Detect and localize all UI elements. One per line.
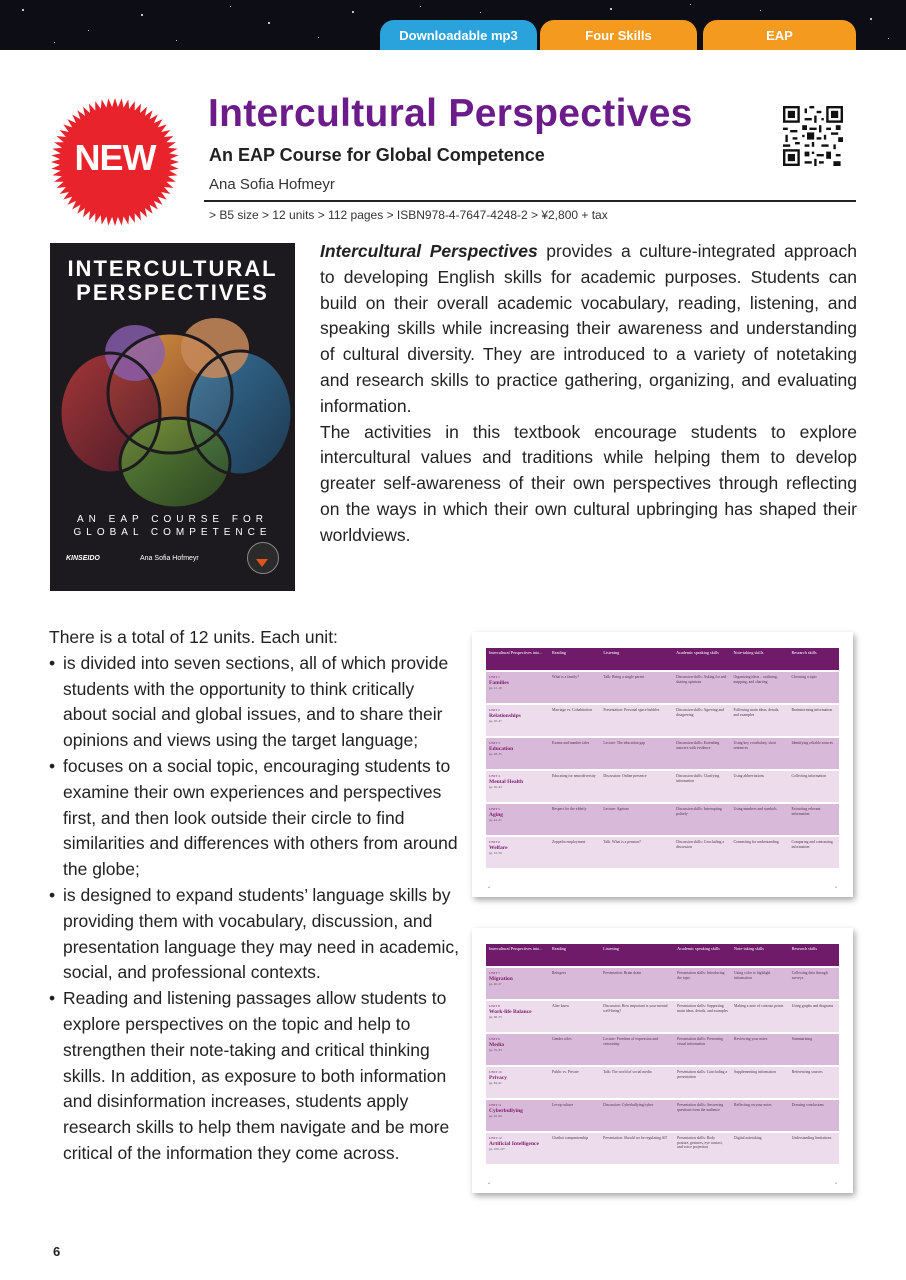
unit-num: UNIT 4 bbox=[489, 774, 500, 778]
unit-num: UNIT 6 bbox=[489, 840, 500, 844]
cell-notetaking: Organizing ideas – outlining, mapping, and charting bbox=[730, 672, 788, 703]
unit-name: Aging bbox=[489, 811, 504, 818]
unit-cell bbox=[486, 1067, 549, 1098]
table-header-cell: Listening bbox=[600, 944, 674, 966]
list-item: • focuses on a social topic, encouraging students to examine their own experiences and perspectives first, and then look outside their circle to find similarities and differences with others from around the globe; bbox=[49, 754, 459, 883]
thumbnail-footer-right: ▸ bbox=[835, 885, 837, 889]
cell-reading: Levop culture bbox=[549, 1100, 600, 1131]
cell-speaking: Discussion skills: Concluding a discussion bbox=[673, 837, 730, 868]
unit-cell bbox=[486, 738, 549, 769]
unit-cell bbox=[486, 1100, 549, 1131]
unit-num: UNIT 1 bbox=[489, 675, 500, 679]
unit-pages: pp. 20–27 bbox=[489, 718, 502, 723]
cell-research: Using graphs and diagrams bbox=[789, 1001, 839, 1032]
cell-research: Comparing and contrasting information bbox=[788, 837, 839, 868]
cell-listening: Lecture: Freedom of expression and censorship bbox=[600, 1034, 674, 1065]
tab-four-skills[interactable]: Four Skills bbox=[540, 20, 697, 50]
cell-speaking: Presentation skills: Body posture, gestures, eye contact, and voice projection bbox=[674, 1133, 731, 1164]
cell-notetaking: Making a note of contrast points bbox=[731, 1001, 789, 1032]
cell-notetaking: Using numbers and symbols bbox=[730, 804, 788, 835]
table-header-cell: Academic speaking skills bbox=[674, 944, 731, 966]
contents-table-1 bbox=[486, 646, 839, 870]
table-row bbox=[486, 1067, 839, 1098]
book-specs: > B5 size > 12 units > 112 pages > ISBN978-4-7647-4248-2 > ¥2,800 + tax bbox=[209, 208, 608, 222]
cover-title-line-1: INTERCULTURAL bbox=[67, 256, 278, 281]
cell-listening: Discussion: How important is your mental well-being? bbox=[600, 1001, 674, 1032]
unit-pages: pp. 60–67 bbox=[489, 981, 502, 986]
unit-pages: pp. 100–107 bbox=[489, 1146, 505, 1151]
unit-num: UNIT 2 bbox=[489, 708, 500, 712]
unit-num: UNIT 11 bbox=[489, 1103, 502, 1107]
cell-listening: Discussion: Online presence bbox=[600, 771, 673, 802]
cell-speaking: Discussion skills: Agreeing and disagreeing bbox=[673, 705, 730, 736]
cell-reading: Educating for neurodiversity bbox=[549, 771, 600, 802]
cell-reading: Zeppelin employment bbox=[549, 837, 600, 868]
cell-speaking: Presentation skills: Supporting main ideas, details, and examples bbox=[674, 1001, 731, 1032]
cover-title-line-2: PERSPECTIVES bbox=[76, 280, 269, 305]
book-author: Ana Sofia Hofmeyr bbox=[209, 176, 335, 193]
book-cover bbox=[50, 243, 295, 591]
table-row bbox=[486, 1100, 839, 1131]
unit-name: Media bbox=[489, 1041, 504, 1048]
table-row bbox=[486, 804, 839, 835]
units-overview bbox=[49, 625, 459, 1167]
table-header-cell: Intercultural Perspectives into... bbox=[486, 648, 549, 670]
table-header-cell: Listening bbox=[600, 648, 673, 670]
unit-pages: pp. 36–43 bbox=[489, 784, 502, 789]
table-header-cell: Intercultural Perspectives into... bbox=[486, 944, 549, 966]
contents-table-2 bbox=[486, 942, 839, 1166]
cell-notetaking: Digital notetaking bbox=[731, 1133, 789, 1164]
table-header-cell: Note-taking skills bbox=[731, 944, 789, 966]
tab-downloadable-mp3[interactable]: Downloadable mp3 bbox=[380, 20, 537, 50]
cell-research: Collecting data through surveys bbox=[789, 968, 839, 999]
unit-num: UNIT 3 bbox=[489, 741, 500, 745]
book-subtitle: An EAP Course for Global Competence bbox=[209, 145, 545, 165]
description-text-1: provides a culture-integrated approach to developing English skills for academic purposes. Students can build on their overall academic vocabulary, reading, listening, and speaking skills while increasing their awareness and understanding of cultural diversity. They are introduced to a variety of notetaking and research skills to practice gathering, organizing, and evaluating information. bbox=[320, 241, 857, 416]
unit-num: UNIT 5 bbox=[489, 807, 500, 811]
cell-speaking: Discussion skills: Clarifying information bbox=[673, 771, 730, 802]
cell-speaking: Discussion skills: Extending answers with evidence bbox=[673, 738, 730, 769]
book-description bbox=[320, 239, 857, 549]
unit-name: Mental Health bbox=[489, 778, 524, 785]
cell-listening: Lecture: The education gap bbox=[600, 738, 673, 769]
unit-name: Work-life Balance bbox=[489, 1008, 532, 1015]
cell-listening: Presentation: Should we be regulating AI? bbox=[600, 1133, 674, 1164]
unit-name: Privacy bbox=[489, 1074, 508, 1081]
cell-notetaking: Using color to highlight information bbox=[731, 968, 789, 999]
units-points-list bbox=[49, 651, 459, 1167]
cell-speaking: Discussion skills: Interrupting politely bbox=[673, 804, 730, 835]
header-band bbox=[0, 0, 906, 50]
cell-reading: Chatbot companionship bbox=[549, 1133, 600, 1164]
cell-reading: Exams and number tales bbox=[549, 738, 600, 769]
cell-reading: Public vs. Private bbox=[549, 1067, 600, 1098]
cell-notetaking: Supplementing information bbox=[731, 1067, 789, 1098]
thumbnail-footer-left: ◂ bbox=[488, 885, 490, 889]
tab-eap[interactable]: EAP bbox=[703, 20, 856, 50]
table-row bbox=[486, 672, 839, 703]
table-header-cell: Academic speaking skills bbox=[673, 648, 730, 670]
table-header-row bbox=[486, 648, 839, 670]
table-row bbox=[486, 837, 839, 868]
cell-listening: Discussion: Cyberbullying/cyber bbox=[600, 1100, 674, 1131]
unit-name: Migration bbox=[489, 975, 513, 982]
new-badge-label: NEW bbox=[74, 137, 156, 178]
unit-pages: pp. 44–51 bbox=[489, 817, 502, 822]
cell-reading: Refugees bbox=[549, 968, 600, 999]
contents-page-thumbnail-2 bbox=[472, 928, 853, 1193]
contents-page-thumbnail-1 bbox=[472, 632, 853, 897]
cell-notetaking: Following main ideas, details, and examples bbox=[730, 705, 788, 736]
cell-listening: Presentation: Personal space bubbles bbox=[600, 705, 673, 736]
cell-listening: Talk: The world of social media bbox=[600, 1067, 674, 1098]
unit-name: Cyberbullying bbox=[489, 1107, 523, 1114]
title-rule bbox=[204, 200, 856, 202]
unit-num: UNIT 7 bbox=[489, 971, 500, 975]
unit-cell bbox=[486, 705, 549, 736]
unit-pages: pp. 76–83 bbox=[489, 1047, 502, 1052]
table-row bbox=[486, 738, 839, 769]
cover-subtitle-line-1: AN EAP COURSE FOR bbox=[77, 514, 268, 525]
unit-cell bbox=[486, 1133, 549, 1164]
unit-cell bbox=[486, 804, 549, 835]
unit-num: UNIT 12 bbox=[489, 1136, 502, 1140]
table-row bbox=[486, 1133, 839, 1164]
cell-research: Understanding limitations bbox=[789, 1133, 839, 1164]
cell-speaking: Presentation skills: Concluding a presentation bbox=[674, 1067, 731, 1098]
table-row bbox=[486, 1001, 839, 1032]
cell-research: Drawing conclusions bbox=[789, 1100, 839, 1131]
list-item: • Reading and listening passages allow students to explore perspectives on the topic and help to strengthen their note-taking and critical thinking skills. In addition, as exposure to both information and disinformation increases, students apply research skills to help them navigate and be more critical of the information they come across. bbox=[49, 986, 459, 1167]
table-header-cell: Note-taking skills bbox=[730, 648, 788, 670]
cell-research: Referencing sources bbox=[789, 1067, 839, 1098]
cover-photo-collage bbox=[50, 313, 295, 513]
cell-speaking: Discussion skills: Asking for and sharing opinions bbox=[673, 672, 730, 703]
download-audio-icon bbox=[247, 542, 279, 574]
table-header-row bbox=[486, 944, 839, 966]
unit-cell bbox=[486, 672, 549, 703]
units-intro: There is a total of 12 units. Each unit: bbox=[49, 627, 338, 647]
unit-name: Education bbox=[489, 745, 514, 752]
unit-cell bbox=[486, 1034, 549, 1065]
cell-notetaking: Connecting for understanding bbox=[730, 837, 788, 868]
cell-research: Extracting relevant information bbox=[788, 804, 839, 835]
unit-name: Families bbox=[489, 679, 509, 686]
cell-listening: Talk: What is a pension? bbox=[600, 837, 673, 868]
table-row bbox=[486, 1034, 839, 1065]
list-item: • is designed to expand students’ language skills by providing them with vocabulary, discussion, and presentation language they may need in academic, social, and professional contexts. bbox=[49, 883, 459, 986]
cell-listening: Lecture: Ageism bbox=[600, 804, 673, 835]
cover-subtitle bbox=[50, 513, 295, 539]
unit-cell bbox=[486, 837, 549, 868]
table-row bbox=[486, 968, 839, 999]
thumbnail-footer-left: ◂ bbox=[488, 1181, 490, 1185]
book-title: Intercultural Perspectives bbox=[208, 92, 693, 135]
cell-research: Identifying reliable sources bbox=[788, 738, 839, 769]
table-row bbox=[486, 771, 839, 802]
unit-num: UNIT 9 bbox=[489, 1037, 500, 1041]
unit-cell bbox=[486, 968, 549, 999]
thumbnail-footer-right: ▸ bbox=[835, 1181, 837, 1185]
cell-notetaking: Using key vocabulary, short sentences bbox=[730, 738, 788, 769]
unit-num: UNIT 10 bbox=[489, 1070, 502, 1074]
unit-cell bbox=[486, 771, 549, 802]
cell-reading: Gender roles bbox=[549, 1034, 600, 1065]
table-header-cell: Reading bbox=[549, 944, 600, 966]
cell-notetaking: Reviewing your notes bbox=[731, 1034, 789, 1065]
unit-pages: pp. 68–75 bbox=[489, 1014, 502, 1019]
unit-name: Artificial Intelligence bbox=[489, 1140, 539, 1147]
table-header-cell: Research skills bbox=[789, 944, 839, 966]
cell-notetaking: Using abbreviations bbox=[730, 771, 788, 802]
unit-pages: pp. 28–35 bbox=[489, 751, 502, 756]
cell-reading: Alter know bbox=[549, 1001, 600, 1032]
unit-cell bbox=[486, 1001, 549, 1032]
unit-num: UNIT 8 bbox=[489, 1004, 500, 1008]
unit-name: Welfare bbox=[489, 844, 508, 851]
cover-title bbox=[50, 257, 295, 305]
cell-speaking: Presentation skills: Answering questions from the audience bbox=[674, 1100, 731, 1131]
cell-reading: Marriage vs. Cohabitation bbox=[549, 705, 600, 736]
unit-pages: pp. 92–99 bbox=[489, 1113, 502, 1118]
table-header-cell: Reading bbox=[549, 648, 600, 670]
page-number: 6 bbox=[53, 1244, 61, 1259]
cell-listening: Presentation: Brain drain bbox=[600, 968, 674, 999]
download-arrow-icon bbox=[256, 559, 268, 567]
unit-name: Relationships bbox=[489, 712, 521, 719]
cell-research: Collecting information bbox=[788, 771, 839, 802]
description-lead: Intercultural Perspectives bbox=[320, 241, 538, 261]
cell-reading: Respect for the elderly bbox=[549, 804, 600, 835]
list-item: • is divided into seven sections, all of which provide students with the opportunity to think critically about social and global issues, and to share their opinions and views using the target language; bbox=[49, 651, 459, 754]
cell-speaking: Presentation skills: Introducing the topic bbox=[674, 968, 731, 999]
cover-publisher: KINSEIDO bbox=[66, 555, 100, 562]
cell-research: Brainstorming information bbox=[788, 705, 839, 736]
table-header-cell: Research skills bbox=[788, 648, 839, 670]
cell-notetaking: Reflecting on your notes bbox=[731, 1100, 789, 1131]
cell-speaking: Presentation skills: Presenting visual information bbox=[674, 1034, 731, 1065]
unit-pages: pp. 52–59 bbox=[489, 850, 502, 855]
cell-research: Choosing a topic bbox=[788, 672, 839, 703]
cell-listening: Talk: Being a single parent bbox=[600, 672, 673, 703]
description-paragraph-1 bbox=[320, 239, 857, 420]
cell-research: Summarizing bbox=[789, 1034, 839, 1065]
table-row bbox=[486, 705, 839, 736]
unit-pages: pp. 84–91 bbox=[489, 1080, 502, 1085]
description-paragraph-2: The activities in this textbook encourage students to explore intercultural values and traditions while helping them to develop greater self-awareness of their own perspectives through reflecting on the ways in which their own cultural upbringing has shaped their worldviews. bbox=[320, 421, 857, 545]
unit-pages: pp. 12–18 bbox=[489, 685, 502, 690]
qr-code-icon[interactable] bbox=[783, 106, 843, 166]
cover-author: Ana Sofia Hofmeyr bbox=[140, 555, 199, 562]
cover-subtitle-line-2: GLOBAL COMPETENCE bbox=[73, 527, 272, 538]
cell-reading: What is a family? bbox=[549, 672, 600, 703]
